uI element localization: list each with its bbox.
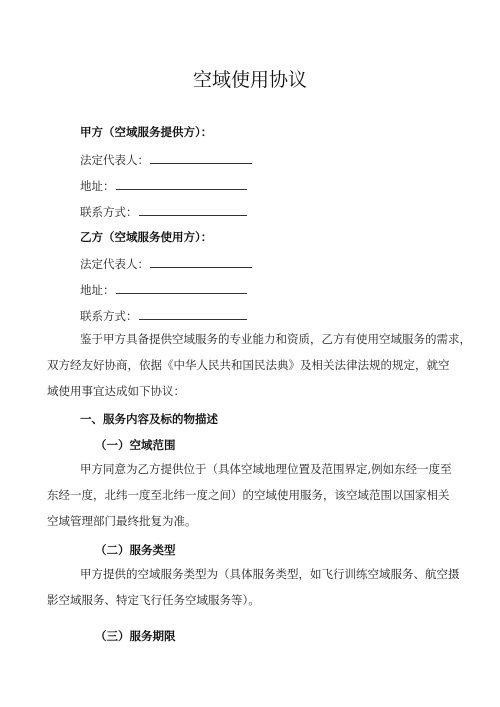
paragraph-line: 空域管理部门最终批复为准。 [47, 514, 197, 528]
preamble-paragraph [47, 326, 471, 404]
party-a-contact-blank [139, 203, 247, 216]
party-a-rep-blank [150, 151, 252, 164]
paragraph-line: 影空域服务、特定飞行任务空域服务等）。 [47, 593, 260, 607]
party-a-rep-row [80, 151, 252, 168]
section-1-2-paragraph [47, 561, 460, 613]
party-b-addr-blank [116, 281, 247, 294]
paragraph-line: 东经一度，北纬一度至北纬一度之间）的空域使用服务，该空域范围以国家相关 [47, 488, 450, 502]
preamble-line: 双方经友好协商，依据《中华人民共和国民法典》及相关法律法规的规定，就空 [47, 358, 450, 372]
party-a-addr-blank [116, 177, 247, 190]
party-a-addr-label: 地址： [80, 179, 115, 193]
party-b-contact-row [80, 307, 247, 324]
paragraph-line: 甲方同意为乙方提供位于（具体空域地理位置及范围界定,例如东经一度至 [80, 462, 452, 476]
party-b-rep-blank [150, 255, 252, 268]
document-title: 空域使用协议 [192, 69, 307, 91]
party-a-contact-row [80, 203, 247, 220]
section-1-2-heading: （二）服务类型 [95, 543, 176, 557]
section-1-1-heading: （一）空域范围 [95, 438, 176, 452]
party-b-contact-blank [139, 307, 247, 320]
paragraph-line: 甲方提供的空域服务类型为（具体服务类型，如飞行训练空域服务、航空摄 [80, 567, 460, 581]
section-1-3-heading: （三）服务期限 [95, 629, 176, 643]
section-1-1-paragraph [47, 456, 453, 534]
party-b-heading: 乙方（空域服务使用方）： [80, 230, 213, 244]
party-b-addr-row [80, 281, 247, 298]
section-1-heading: 一、服务内容及标的物描述 [80, 412, 218, 426]
party-b-rep-row [80, 255, 252, 272]
party-b-addr-label: 地址： [80, 283, 115, 297]
party-a-rep-label: 法定代表人： [80, 153, 149, 167]
preamble-line: 鉴于甲方具备提供空域服务的专业能力和资质，乙方有使用空域服务的需求， [80, 332, 471, 346]
party-a-addr-row [80, 177, 247, 194]
party-b-rep-label: 法定代表人： [80, 257, 149, 271]
party-b-contact-label: 联系方式： [80, 309, 138, 323]
party-a-heading: 甲方（空域服务提供方）： [80, 125, 213, 139]
preamble-line: 域使用事宜达成如下协议： [47, 384, 185, 398]
party-a-contact-label: 联系方式： [80, 205, 138, 219]
